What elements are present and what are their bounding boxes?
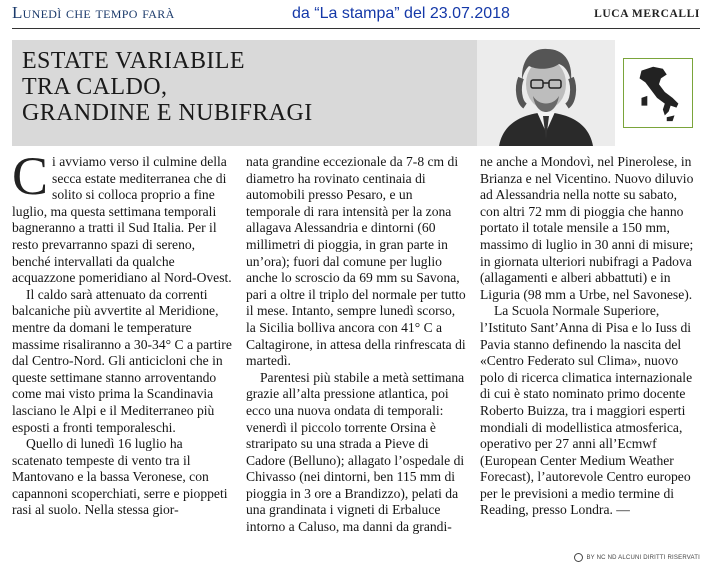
map-logo-box xyxy=(615,40,700,146)
section-rubric: Lunedì che tempo farà xyxy=(12,3,175,22)
license-text: BY NC ND ALCUNI DIRITTI RISERVATI xyxy=(586,555,700,562)
title-line-1: ESTATE VARIABILE xyxy=(22,48,245,74)
paragraph-5: Parentesi più stabile a metà settimana grazie all’alta pressione atlantica, poi ecco una nuova ondata di temporali: venerdì il piccolo torrente Orsina è straripato su una strada a Pieve di Cadore (Belluno); allagato l’ospedale di Chivasso (nei dintorni, ben 115 mm di pioggia in 3 ore a Brandizzo), pelati da una grandinata i vigneti di Erbaluce intorno a Caluso, ma danni da grandi- xyxy=(246,369,465,535)
paragraph-1: i avviamo verso il culmine della secca estate mediterranea che di solito si colloca proprio a fine luglio, ma questa settimana temporali bagneranno a tratti il Sud Italia. Per il resto prevarranno spazi di sereno, benché intervallati da qualche acquazzone pomeridiano al Nord-Ovest. xyxy=(12,154,232,286)
article-column-2 xyxy=(246,154,466,536)
map-frame xyxy=(623,58,693,128)
title-band xyxy=(12,40,700,146)
cc-icon xyxy=(574,553,583,562)
header-rule xyxy=(12,28,700,29)
title-line-3: GRANDINE E NUBIFRAGI xyxy=(22,100,313,126)
source-note: da “La stampa” del 23.07.2018 xyxy=(292,5,510,22)
article-title xyxy=(22,48,352,126)
paragraph-6: ne anche a Mondovì, nel Pinerolese, in Brianza e nel Vicentino. Nuovo diluvio ad Alessandria nella notte su sabato, con altri 72 mm di pioggia che hanno portato il totale mensile a 150 mm, massimo di luglio in 30 anni di misure; in giornata ulteriori nubifragi a Padova (allagamenti e alberi abbattuti) e in Liguria (98 mm a Urbe, nel Savonese). xyxy=(480,154,694,302)
paragraph-7: La Scuola Normale Superiore, l’Istituto Sant’Anna di Pisa e lo Iuss di Pavia stanno definendo la nascita del «Centro Federato sul Clima», nuovo polo di ricerca climatica internazionale di cui è stato nominato primo docente Roberto Buizza, tra i maggiori esperti mondiali di modellistica atmosferica, operativo per 27 anni all’Ecmwf (European Center Medium Weather Forecast), l’autorevole Centro europeo per le previsioni a medio termine di Reading, presso Londra. — xyxy=(480,303,693,518)
drop-cap: C xyxy=(12,146,49,206)
title-line-2: TRA CALDO, xyxy=(22,74,168,100)
article-column-1 xyxy=(12,146,232,519)
author-name: LUCA MERCALLI xyxy=(594,8,700,20)
article-column-3 xyxy=(480,154,700,519)
italy-map-icon xyxy=(624,59,692,127)
author-portrait-image xyxy=(477,40,615,146)
paragraph-3: Quello di lunedì 16 luglio ha scatenato tempeste di vento tra il Mantovano e la bassa Veronese, con capannoni scoperchiati, serre e pioppeti rasi al suolo. Nella stessa gior- xyxy=(12,436,228,518)
license-note xyxy=(574,553,700,562)
paragraph-2: Il caldo sarà attenuato da correnti balcaniche più avvertite al Meridione, mentre da domani le temperature massime risaliranno a 30-34° C a partire dal Centro-Nord. Gli anticicloni che in queste settimane stanno arroventando come mai visto prima la Scandinavia lasciano le Alpi e il Mediterraneo più esposti a fronti temporaleschi. xyxy=(12,286,232,435)
paragraph-4: nata grandine eccezionale da 7-8 cm di diametro ha rovinato centinaia di automobili presso Pesaro, e un temporale di rara intensità per la zona allagava Alessandria e dintorni (60 millimetri di pioggia, in gran parte in un’ora); fuori dal comune per luglio anche lo scroscio da 69 mm su Savona, pari a oltre il triplo del normale per tutto il mese. Intanto, sempre lunedì scorso, la Sicilia bolliva ancora con 41° C a Caltagirone, in attesa della rinfrescata di martedì. xyxy=(246,154,466,369)
page-header xyxy=(0,0,712,26)
